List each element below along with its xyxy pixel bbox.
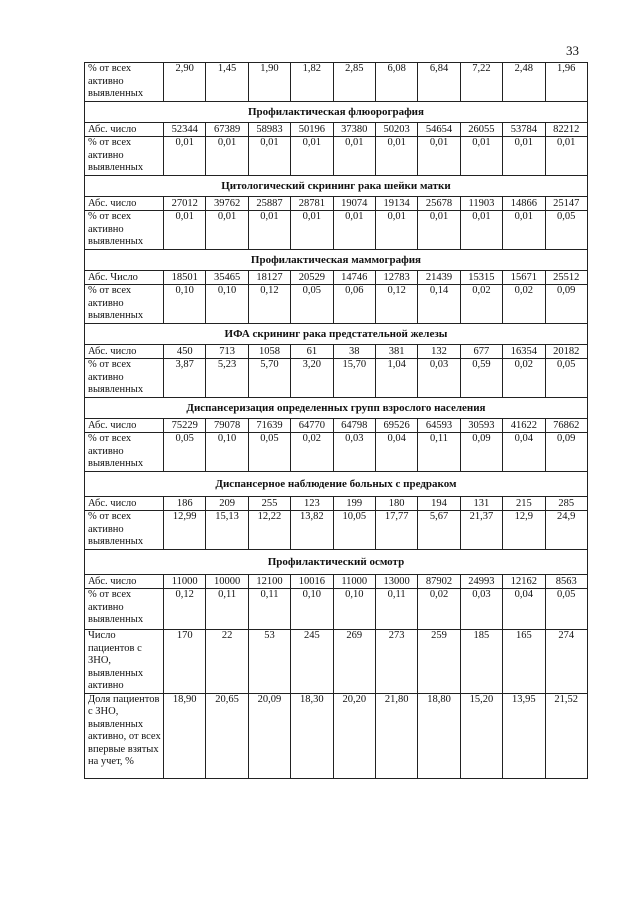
absolute-count-row-value: 180 (375, 497, 417, 511)
percent-row-value: 0,05 (545, 359, 587, 398)
percent-row-value: 0,01 (418, 137, 460, 176)
absolute-count-row-value: 132 (418, 345, 460, 359)
percent-row-label: % от всех активно выявленных (85, 211, 164, 250)
percent-row-value: 1,82 (291, 63, 333, 102)
percent-row-value: 0,11 (248, 589, 290, 630)
percent-row-value: 1,96 (545, 63, 587, 102)
absolute-count-row-value: 87902 (418, 575, 460, 589)
absolute-count-row-value: 25147 (545, 197, 587, 211)
percent-row-value: 0,14 (418, 285, 460, 324)
absolute-count-row-value: 123 (291, 497, 333, 511)
active-zno-count-row-value: 170 (164, 630, 206, 694)
percent-row-label: % от всех активно выявленных (85, 359, 164, 398)
percent-row-value: 12,99 (164, 511, 206, 550)
absolute-count-row-value: 215 (503, 497, 545, 511)
percent-row-value: 0,02 (291, 433, 333, 472)
percent-row-value: 15,13 (206, 511, 248, 550)
percent-row-value: 5,23 (206, 359, 248, 398)
absolute-count-row (85, 497, 588, 511)
percent-row-value: 1,90 (248, 63, 290, 102)
percent-row-value: 2,90 (164, 63, 206, 102)
percent-row-value: 6,84 (418, 63, 460, 102)
percent-row-label: % от всех активно выявленных (85, 137, 164, 176)
percent-row (85, 359, 588, 398)
section-header-row (85, 250, 588, 271)
percent-row (85, 63, 588, 102)
absolute-count-row-value: 25887 (248, 197, 290, 211)
percent-row-value: 0,12 (164, 589, 206, 630)
percent-row-value: 0,01 (206, 137, 248, 176)
section-header-row (85, 176, 588, 197)
active-zno-share-row-value: 20,65 (206, 693, 248, 778)
absolute-count-row-value: 35465 (206, 271, 248, 285)
absolute-count-row-value: 194 (418, 497, 460, 511)
absolute-count-row-value: 15315 (460, 271, 502, 285)
percent-row-value: 0,01 (375, 211, 417, 250)
absolute-count-row-value: 12162 (503, 575, 545, 589)
absolute-count-row-value: 26055 (460, 123, 502, 137)
absolute-count-row-value: 25512 (545, 271, 587, 285)
absolute-count-row (85, 575, 588, 589)
percent-row-value: 0,01 (375, 137, 417, 176)
percent-row-value: 0,05 (545, 211, 587, 250)
percent-row-value: 1,45 (206, 63, 248, 102)
percent-row-value: 17,77 (375, 511, 417, 550)
absolute-count-row-value: 11000 (164, 575, 206, 589)
absolute-count-row (85, 419, 588, 433)
absolute-count-row-value: 41622 (503, 419, 545, 433)
percent-row-value: 0,59 (460, 359, 502, 398)
absolute-count-row-value: 18501 (164, 271, 206, 285)
percent-row-value: 0,01 (291, 137, 333, 176)
absolute-count-row-value: 16354 (503, 345, 545, 359)
percent-row-value: 2,85 (333, 63, 375, 102)
absolute-count-row-label: Абс. Число (85, 271, 164, 285)
absolute-count-row-value: 67389 (206, 123, 248, 137)
active-zno-share-row-value: 21,52 (545, 693, 587, 778)
absolute-count-row-value: 20182 (545, 345, 587, 359)
absolute-count-row (85, 345, 588, 359)
absolute-count-row-value: 20529 (291, 271, 333, 285)
absolute-count-row-label: Абс. число (85, 419, 164, 433)
percent-row-value: 0,01 (333, 211, 375, 250)
active-zno-share-row-value: 13,95 (503, 693, 545, 778)
percent-row (85, 589, 588, 630)
absolute-count-row-value: 28781 (291, 197, 333, 211)
absolute-count-row-value: 14866 (503, 197, 545, 211)
absolute-count-row-value: 15671 (503, 271, 545, 285)
absolute-count-row-label: Абс. число (85, 345, 164, 359)
absolute-count-row-value: 19074 (333, 197, 375, 211)
absolute-count-row-value: 19134 (375, 197, 417, 211)
percent-row-value: 0,03 (418, 359, 460, 398)
section-title: Профилактический осмотр (85, 550, 588, 575)
section-title: Диспансерное наблюдение больных с предраком (85, 472, 588, 497)
absolute-count-row-value: 131 (460, 497, 502, 511)
section-header-row (85, 472, 588, 497)
absolute-count-row-value: 18127 (248, 271, 290, 285)
section-title: Диспансеризация определенных групп взрослого населения (85, 398, 588, 419)
absolute-count-row-value: 50196 (291, 123, 333, 137)
absolute-count-row-value: 13000 (375, 575, 417, 589)
percent-row-value: 1,04 (375, 359, 417, 398)
absolute-count-row-value: 53784 (503, 123, 545, 137)
active-zno-count-row-value: 22 (206, 630, 248, 694)
percent-row-value: 0,02 (503, 359, 545, 398)
active-zno-share-row (85, 693, 588, 778)
percent-row-value: 3,20 (291, 359, 333, 398)
absolute-count-row-value: 37380 (333, 123, 375, 137)
percent-row-value: 0,12 (375, 285, 417, 324)
percent-row-value: 0,04 (503, 433, 545, 472)
absolute-count-row-value: 1058 (248, 345, 290, 359)
absolute-count-row-value: 21439 (418, 271, 460, 285)
percent-row-value: 0,01 (164, 211, 206, 250)
percent-row-value: 0,01 (503, 211, 545, 250)
percent-row-value: 0,10 (333, 589, 375, 630)
absolute-count-row-label: Абс. число (85, 123, 164, 137)
percent-row-value: 0,04 (503, 589, 545, 630)
percent-row-value: 0,03 (460, 589, 502, 630)
active-zno-share-row-value: 20,20 (333, 693, 375, 778)
percent-row-value: 0,04 (375, 433, 417, 472)
percent-row-value: 0,01 (460, 211, 502, 250)
percent-row-value: 21,37 (460, 511, 502, 550)
active-zno-share-row-label: Доля пациентов с ЗНО, выявленных активно, от всех впервые взятых на учет, % (85, 693, 164, 778)
section-header-row (85, 398, 588, 419)
percent-row (85, 211, 588, 250)
percent-row-value: 0,05 (164, 433, 206, 472)
percent-row-label: % от всех активно выявленных (85, 285, 164, 324)
percent-row-value: 15,70 (333, 359, 375, 398)
active-zno-share-row-value: 20,09 (248, 693, 290, 778)
absolute-count-row-value: 75229 (164, 419, 206, 433)
absolute-count-row-value: 64798 (333, 419, 375, 433)
percent-row-value: 0,05 (291, 285, 333, 324)
percent-row-value: 0,11 (375, 589, 417, 630)
percent-row-value: 0,10 (206, 285, 248, 324)
absolute-count-row-value: 186 (164, 497, 206, 511)
absolute-count-row-value: 8563 (545, 575, 587, 589)
absolute-count-row-value: 64593 (418, 419, 460, 433)
active-zno-count-row-value: 53 (248, 630, 290, 694)
absolute-count-row-value: 39762 (206, 197, 248, 211)
percent-row-value: 0,01 (460, 137, 502, 176)
section-title: Профилактическая флюорография (85, 102, 588, 123)
percent-row-value: 0,01 (206, 211, 248, 250)
percent-row-value: 3,87 (164, 359, 206, 398)
absolute-count-row-value: 24993 (460, 575, 502, 589)
absolute-count-row-value: 713 (206, 345, 248, 359)
section-header-row (85, 550, 588, 575)
percent-row-value: 0,12 (248, 285, 290, 324)
absolute-count-row-value: 12783 (375, 271, 417, 285)
absolute-count-row-value: 10016 (291, 575, 333, 589)
section-header-row (85, 102, 588, 123)
percent-row-value: 12,9 (503, 511, 545, 550)
percent-row-value: 0,10 (164, 285, 206, 324)
screening-results-table (84, 62, 588, 779)
absolute-count-row-value: 11903 (460, 197, 502, 211)
absolute-count-row-value: 27012 (164, 197, 206, 211)
active-zno-count-row-value: 245 (291, 630, 333, 694)
absolute-count-row-value: 10000 (206, 575, 248, 589)
percent-row-value: 0,06 (333, 285, 375, 324)
active-zno-share-row-value: 21,80 (375, 693, 417, 778)
percent-row-value: 0,02 (503, 285, 545, 324)
active-zno-count-row-value: 259 (418, 630, 460, 694)
absolute-count-row-value: 64770 (291, 419, 333, 433)
section-title: Цитологический скрининг рака шейки матки (85, 176, 588, 197)
percent-row-value: 0,01 (545, 137, 587, 176)
active-zno-share-row-value: 18,90 (164, 693, 206, 778)
absolute-count-row-value: 381 (375, 345, 417, 359)
active-zno-share-row-value: 18,80 (418, 693, 460, 778)
percent-row-value: 24,9 (545, 511, 587, 550)
absolute-count-row-value: 54654 (418, 123, 460, 137)
percent-row-value: 0,05 (545, 589, 587, 630)
active-zno-count-row-value: 185 (460, 630, 502, 694)
absolute-count-row-value: 255 (248, 497, 290, 511)
absolute-count-row-value: 677 (460, 345, 502, 359)
percent-row-value: 0,01 (164, 137, 206, 176)
percent-row-value: 0,01 (333, 137, 375, 176)
percent-row-value: 0,09 (545, 433, 587, 472)
percent-row-value: 0,01 (248, 137, 290, 176)
absolute-count-row-value: 61 (291, 345, 333, 359)
absolute-count-row-value: 30593 (460, 419, 502, 433)
active-zno-count-row-value: 269 (333, 630, 375, 694)
absolute-count-row-value: 50203 (375, 123, 417, 137)
absolute-count-row-value: 199 (333, 497, 375, 511)
active-zno-share-row-value: 15,20 (460, 693, 502, 778)
percent-row-value: 0,02 (418, 589, 460, 630)
absolute-count-row-label: Абс. число (85, 197, 164, 211)
percent-row-label: % от всех активно выявленных (85, 433, 164, 472)
absolute-count-row-value: 11000 (333, 575, 375, 589)
percent-row-label: % от всех активно выявленных (85, 589, 164, 630)
percent-row-value: 0,01 (503, 137, 545, 176)
absolute-count-row-value: 285 (545, 497, 587, 511)
active-zno-count-row-value: 165 (503, 630, 545, 694)
percent-row-value: 0,02 (460, 285, 502, 324)
percent-row-value: 12,22 (248, 511, 290, 550)
active-zno-count-row-value: 273 (375, 630, 417, 694)
absolute-count-row-value: 209 (206, 497, 248, 511)
percent-row-value: 0,01 (248, 211, 290, 250)
percent-row-value: 7,22 (460, 63, 502, 102)
absolute-count-row-value: 38 (333, 345, 375, 359)
page-number: 33 (566, 43, 579, 58)
percent-row-value: 0,09 (545, 285, 587, 324)
percent-row-value: 6,08 (375, 63, 417, 102)
percent-row (85, 285, 588, 324)
absolute-count-row-value: 71639 (248, 419, 290, 433)
percent-row-value: 0,01 (418, 211, 460, 250)
active-zno-count-row-value: 274 (545, 630, 587, 694)
percent-row (85, 137, 588, 176)
absolute-count-row-value: 58983 (248, 123, 290, 137)
percent-row-label: % от всех активно выявленных (85, 63, 164, 102)
absolute-count-row-value: 52344 (164, 123, 206, 137)
percent-row-value: 5,70 (248, 359, 290, 398)
section-title: Профилактическая маммография (85, 250, 588, 271)
section-title: ИФА скрининг рака предстательной железы (85, 324, 588, 345)
active-zno-count-row-label: Число пациентов с ЗНО, выявленных активно (85, 630, 164, 694)
percent-row-value: 0,11 (418, 433, 460, 472)
absolute-count-row-value: 69526 (375, 419, 417, 433)
percent-row-value: 0,11 (206, 589, 248, 630)
percent-row-value: 5,67 (418, 511, 460, 550)
absolute-count-row (85, 123, 588, 137)
percent-row-value: 0,10 (206, 433, 248, 472)
absolute-count-row-value: 450 (164, 345, 206, 359)
absolute-count-row-label: Абс. число (85, 497, 164, 511)
active-zno-share-row-value: 18,30 (291, 693, 333, 778)
absolute-count-row-value: 25678 (418, 197, 460, 211)
absolute-count-row-value: 82212 (545, 123, 587, 137)
section-header-row (85, 324, 588, 345)
percent-row-value: 13,82 (291, 511, 333, 550)
percent-row-value: 10,05 (333, 511, 375, 550)
active-zno-count-row (85, 630, 588, 694)
percent-row (85, 433, 588, 472)
percent-row-value: 0,05 (248, 433, 290, 472)
percent-row-label: % от всех активно выявленных (85, 511, 164, 550)
percent-row-value: 0,09 (460, 433, 502, 472)
absolute-count-row-value: 79078 (206, 419, 248, 433)
absolute-count-row-value: 12100 (248, 575, 290, 589)
percent-row-value: 0,10 (291, 589, 333, 630)
percent-row (85, 511, 588, 550)
absolute-count-row (85, 197, 588, 211)
absolute-count-row (85, 271, 588, 285)
absolute-count-row-value: 76862 (545, 419, 587, 433)
percent-row-value: 0,03 (333, 433, 375, 472)
percent-row-value: 0,01 (291, 211, 333, 250)
absolute-count-row-value: 14746 (333, 271, 375, 285)
absolute-count-row-label: Абс. число (85, 575, 164, 589)
percent-row-value: 2,48 (503, 63, 545, 102)
